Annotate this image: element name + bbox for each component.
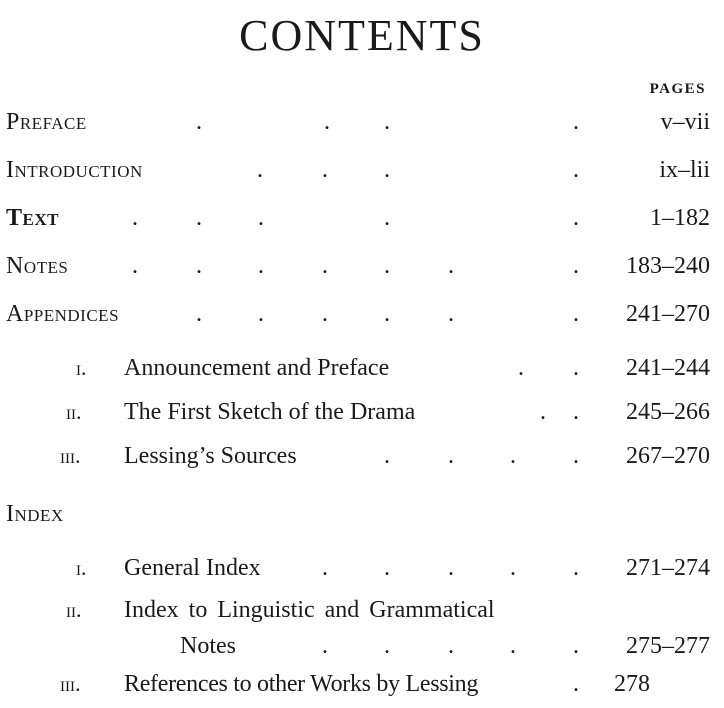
leader-dot: . <box>132 253 138 279</box>
toc-entry-appendices[interactable] <box>0 294 724 334</box>
toc-subentry-number: ii. <box>66 399 82 424</box>
leader-dot: . <box>573 205 579 231</box>
leader-dot: . <box>573 671 579 697</box>
toc-entry-introduction[interactable] <box>0 150 724 190</box>
toc-entry-label: Introduction <box>6 157 143 183</box>
toc-subentry-appendix-3[interactable] <box>0 436 724 476</box>
leader-dot: . <box>448 253 454 279</box>
leader-dot: . <box>573 443 579 469</box>
leader-dot: . <box>322 301 328 327</box>
leader-dot: . <box>573 157 579 183</box>
toc-subentry-label: The First Sketch of the Drama <box>124 399 416 425</box>
leader-dot: . <box>573 555 579 581</box>
toc-subentry-label: References to other Works by Lessing <box>124 671 479 697</box>
leader-dot: . <box>196 109 202 135</box>
leader-dot: . <box>384 443 390 469</box>
toc-entry-text[interactable] <box>0 198 724 238</box>
toc-entry-page: v–vii <box>660 109 710 135</box>
toc-subentry-label: Index to Linguistic and Grammatical <box>124 597 495 623</box>
leader-dot: . <box>384 301 390 327</box>
toc-subentry-page: 275–277 <box>626 633 710 659</box>
toc-subentry-page: 241–244 <box>626 355 710 381</box>
leader-dot: . <box>573 633 579 659</box>
toc-subentry-number: iii. <box>60 671 81 696</box>
toc-entry-label: Notes <box>6 253 69 279</box>
toc-subentry-page: 278 <box>614 671 650 697</box>
leader-dot: . <box>510 633 516 659</box>
toc-subentry-number: ii. <box>66 597 82 622</box>
leader-dot: . <box>573 253 579 279</box>
toc-entry-page: 241–270 <box>626 301 710 327</box>
toc-entry-label: Preface <box>6 109 87 135</box>
leader-dot: . <box>448 555 454 581</box>
leader-dot: . <box>384 633 390 659</box>
leader-dot: . <box>573 109 579 135</box>
toc-subentry-page: 271–274 <box>626 555 710 581</box>
toc-subentry-label: Announcement and Preface <box>124 355 390 381</box>
toc-entry-page: ix–lii <box>659 157 710 183</box>
page-title: CONTENTS <box>239 11 485 60</box>
leader-dot: . <box>196 253 202 279</box>
toc-entry-label: Appendices <box>6 301 120 327</box>
leader-dot: . <box>384 555 390 581</box>
toc-subentry-label: Lessing’s Sources <box>124 443 297 469</box>
leader-dot: . <box>384 205 390 231</box>
leader-dot: . <box>448 443 454 469</box>
leader-dot: . <box>384 157 390 183</box>
leader-dot: . <box>510 443 516 469</box>
pages-column-header: PAGES <box>649 81 706 97</box>
toc-subentry-label: General Index <box>124 555 261 581</box>
toc-subentry-appendix-2[interactable] <box>0 392 724 432</box>
leader-dot: . <box>257 157 263 183</box>
leader-dot: . <box>384 109 390 135</box>
toc-entry-index[interactable] <box>0 494 724 534</box>
leader-dot: . <box>196 205 202 231</box>
toc-subentry-page: 267–270 <box>626 443 710 469</box>
leader-dot: . <box>448 633 454 659</box>
leader-dot: . <box>573 301 579 327</box>
toc-entry-notes[interactable] <box>0 246 724 286</box>
toc-subentry-index-1[interactable] <box>0 548 724 588</box>
toc-subentry-label-continued: Notes <box>180 633 236 659</box>
toc-subentry-number: i. <box>76 355 87 380</box>
leader-dot: . <box>324 109 330 135</box>
toc-subentry-appendix-1[interactable] <box>0 348 724 388</box>
toc-entry-preface[interactable] <box>0 102 724 142</box>
toc-subentry-index-3[interactable] <box>0 664 724 704</box>
toc-entry-page: 1–182 <box>650 205 710 231</box>
leader-dot: . <box>196 301 202 327</box>
leader-dot: . <box>448 301 454 327</box>
leader-dot: . <box>540 399 546 425</box>
toc-subentry-number: iii. <box>60 443 81 468</box>
leader-dot: . <box>510 555 516 581</box>
leader-dot: . <box>132 205 138 231</box>
leader-dot: . <box>322 555 328 581</box>
leader-dot: . <box>573 399 579 425</box>
toc-entry-page: 183–240 <box>626 253 710 279</box>
toc-subentry-number: i. <box>76 555 87 580</box>
toc-subentry-page: 245–266 <box>626 399 710 425</box>
toc-subentry-index-2-cont[interactable] <box>0 626 724 666</box>
leader-dot: . <box>518 355 524 381</box>
leader-dot: . <box>258 301 264 327</box>
toc-entry-label: Text <box>6 205 59 231</box>
leader-dot: . <box>322 633 328 659</box>
leader-dot: . <box>258 205 264 231</box>
leader-dot: . <box>322 253 328 279</box>
toc-entry-label: Index <box>6 501 64 527</box>
leader-dot: . <box>573 355 579 381</box>
leader-dot: . <box>384 253 390 279</box>
toc-subentry-index-2[interactable] <box>0 590 724 630</box>
leader-dot: . <box>322 157 328 183</box>
leader-dot: . <box>258 253 264 279</box>
